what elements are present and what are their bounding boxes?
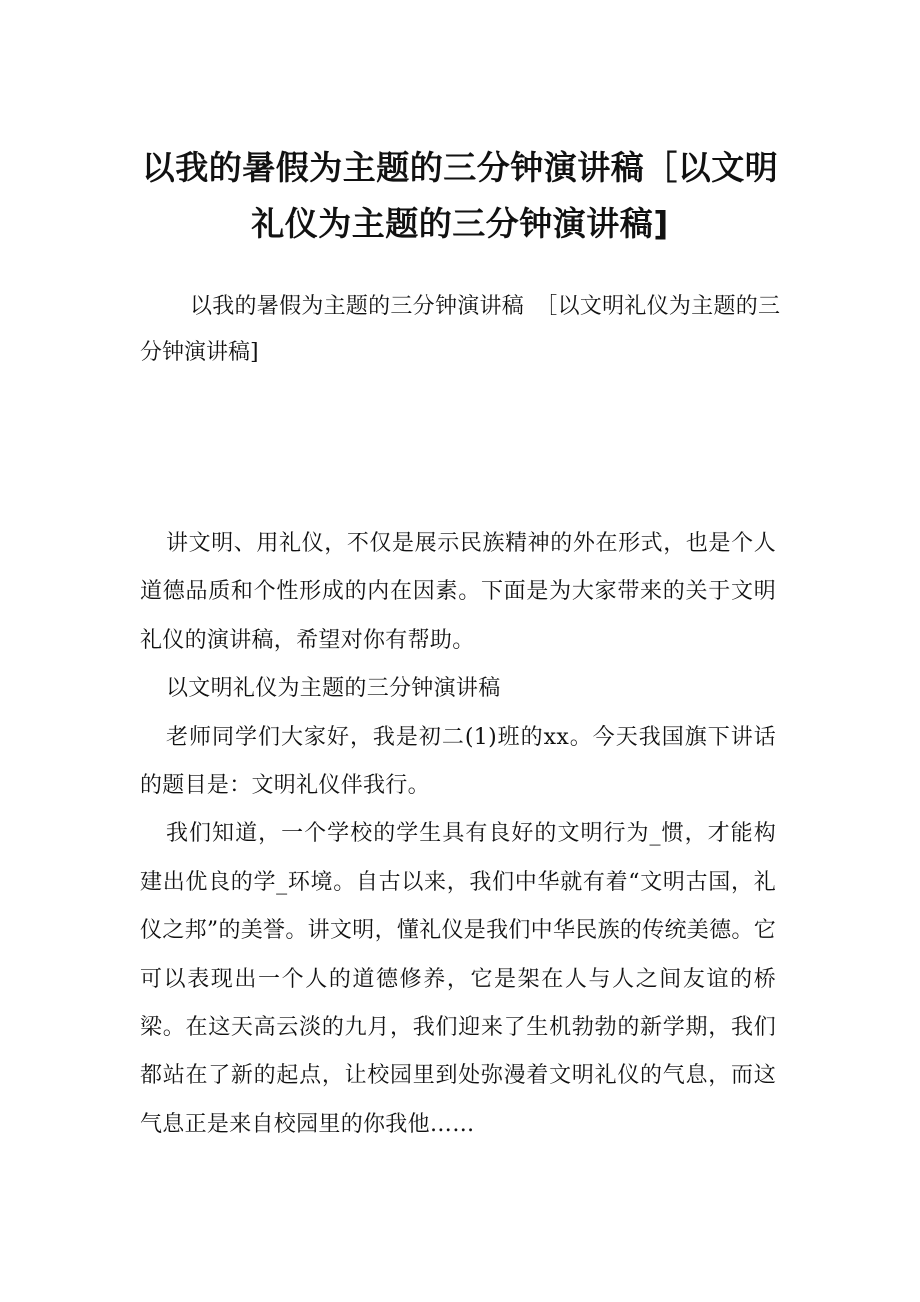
- greeting-paragraph: 老师同学们大家好，我是初二(1)班的xx。今天我国旗下讲话的题目是：文明礼仪伴我行。: [140, 724, 776, 799]
- document-title: 以我的暑假为主题的三分钟演讲稿［以文明礼仪为主题的三分钟演讲稿]: [141, 148, 779, 243]
- section-heading: 以文明礼仪为主题的三分钟演讲稿: [166, 676, 501, 702]
- document-body: [140, 520, 776, 1149]
- speech-paragraph: 我们知道，一个学校的学生具有良好的文明行为_惯，才能构建出优良的学_环境。自古以来，我们中华就有着“文明古国，礼仪之邦”的美誉。讲文明，懂礼仪是我们中华民族的传统美德。它可以表现出一个人的道德修养，它是架在人与人之间友谊的桥梁。在这天高云淡的九月，我们迎来了生机勃勃的新学期，我们都站在了新的起点，让校园里到处弥漫着文明礼仪的气息，而这气息正是来自校园里的你我他……: [140, 821, 776, 1137]
- document-subtitle: 以我的暑假为主题的三分钟演讲稿 ［以文明礼仪为主题的三分钟演讲稿]: [140, 294, 780, 365]
- intro-paragraph: 讲文明、用礼仪，不仅是展示民族精神的外在形式，也是个人道德品质和个性形成的内在因素。下面是为大家带来的关于文明礼仪的演讲稿，希望对你有帮助。: [140, 531, 776, 653]
